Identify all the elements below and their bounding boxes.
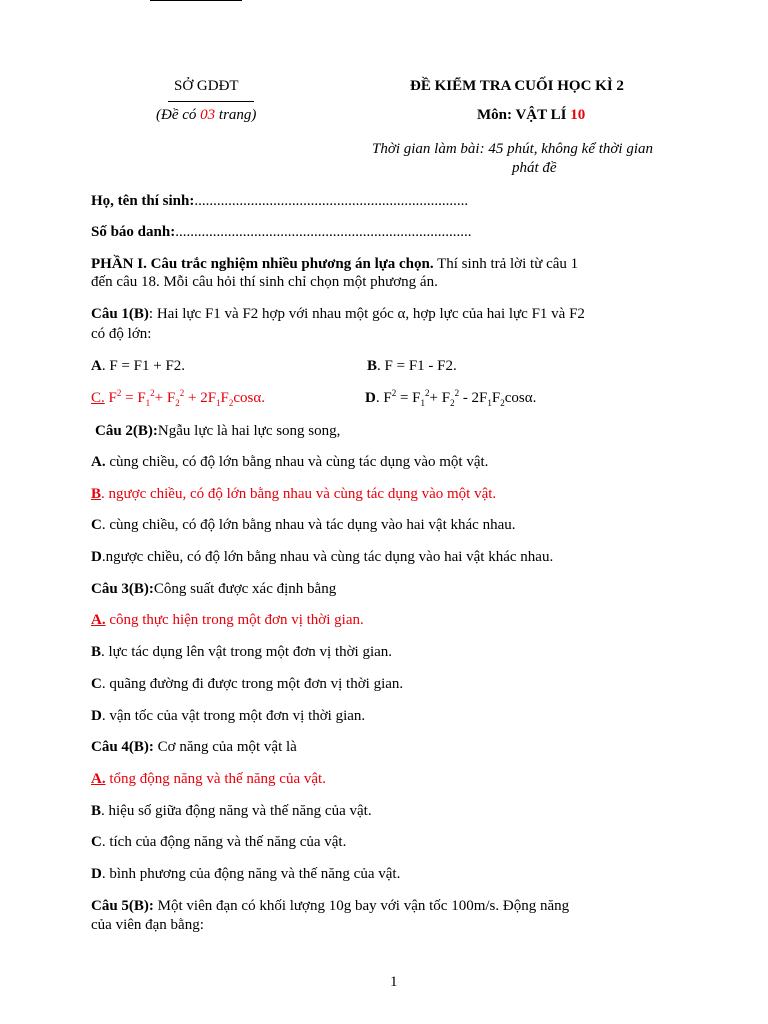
- question-4-option-a: A. tổng động năng và thế năng của vật.: [91, 771, 326, 787]
- subject-line: Môn: VẬT LÍ 10: [477, 107, 586, 123]
- question-2-option-a: A. cùng chiều, có độ lớn bằng nhau và cùng tác dụng vào một vật.: [91, 454, 489, 470]
- candidate-name-row: Họ, tên thí sinh:.........................................................................: [91, 193, 469, 209]
- question-3-stem: Câu 3(B):Công suất được xác định bằng: [91, 581, 337, 597]
- question-3-option-a: A. công thực hiện trong một đơn vị thời gian.: [91, 612, 364, 628]
- pages-note: (Đề có 03 trang): [156, 107, 257, 123]
- question-1-option-b: B. F = F1 - F2.: [367, 358, 457, 374]
- question-2-option-c: C. cùng chiều, có độ lớn bằng nhau và tác dụng vào hai vật khác nhau.: [91, 517, 516, 533]
- question-4-option-b: B. hiệu số giữa động năng và thế năng của vật.: [91, 803, 372, 819]
- question-4-option-c: C. tích của động năng và thế năng của vật.: [91, 834, 347, 850]
- part1-heading: PHẦN I. Câu trắc nghiệm nhiều phương án lựa chọn. Thí sinh trả lời từ câu 1: [91, 256, 579, 272]
- question-1-option-a: A. F = F1 + F2.: [91, 358, 186, 374]
- question-4-stem: Câu 4(B): Cơ năng của một vật là: [91, 739, 297, 755]
- question-1-option-c: C. $F^2 = F_1^2+ F_2^2 + 2F_1F_2\cos\alpha$.: [91, 388, 265, 408]
- question-2-stem: Câu 2(B):Ngẫu lực là hai lực song song,: [95, 423, 341, 439]
- page-number: 1: [390, 974, 398, 990]
- question-4-option-d: D. bình phương của động năng và thế năng của vật.: [91, 866, 401, 882]
- time-limit-line2: phát đề: [512, 160, 557, 176]
- question-3-option-b: B. lực tác dụng lên vật trong một đơn vị thời gian.: [91, 644, 393, 660]
- exam-title: ĐỀ KIỂM TRA CUỐI HỌC KÌ 2: [410, 78, 624, 94]
- department-underline: [168, 101, 254, 102]
- department-name: SỞ GDĐT: [174, 78, 239, 94]
- subject-grade: 10: [570, 107, 586, 123]
- question-1-option-d: D. $F^2 = F_1^2+ F_2^2 - 2F_1F_2\cos\alpha$.: [365, 388, 537, 408]
- question-3-option-c: C. quãng đường đi được trong một đơn vị thời gian.: [91, 676, 404, 692]
- candidate-id-row: Số báo danh:...............................................................................: [91, 224, 472, 240]
- part1-instruction: đến câu 18. Mỗi câu hỏi thí sinh chỉ chọn một phương án.: [91, 274, 438, 290]
- question-3-option-d: D. vận tốc của vật trong một đơn vị thời gian.: [91, 708, 366, 724]
- pages-count: 03: [200, 107, 216, 123]
- question-5-stem: Câu 5(B): Một viên đạn có khối lượng 10g bay với vận tốc 100m/s. Động năng: [91, 898, 570, 914]
- question-1-stem: Câu 1(B): Hai lực F1 và F2 hợp với nhau một góc α, hợp lực của hai lực F1 và F2: [91, 306, 585, 322]
- question-1-stem-cont: có độ lớn:: [91, 326, 152, 342]
- question-5-stem-cont: của viên đạn bằng:: [91, 917, 204, 933]
- question-2-option-d: D.ngược chiều, có độ lớn bằng nhau và cùng tác dụng vào hai vật khác nhau.: [91, 549, 554, 565]
- time-limit-line1: Thời gian làm bài: 45 phút, không kể thời gian: [372, 141, 653, 157]
- top-rule: [150, 0, 242, 1]
- candidate-name-field[interactable]: .........................................................................: [194, 193, 469, 209]
- candidate-id-field[interactable]: ...............................................................................: [175, 224, 472, 240]
- question-2-option-b: B. ngược chiều, có độ lớn bằng nhau và cùng tác dụng vào một vật.: [91, 486, 497, 502]
